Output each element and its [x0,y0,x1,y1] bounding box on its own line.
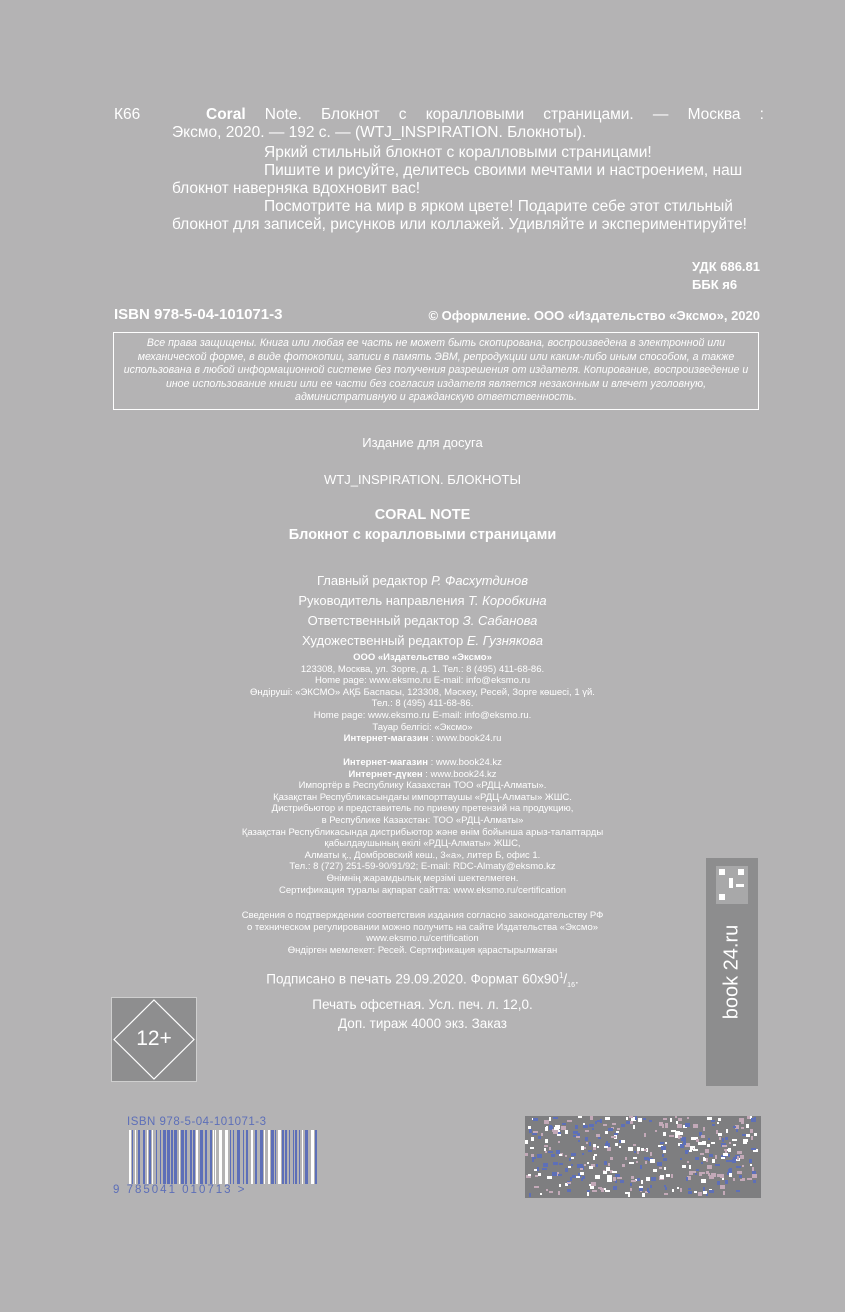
series-name: WTJ_INSPIRATION. БЛОКНОТЫ [324,472,521,487]
classification-codes [692,258,760,294]
kz-line: Сертификация туралы ақпарат сайтта: www.eksmo.ru/certification [278,884,567,896]
catalog-entry [114,106,764,234]
shop-ru-label: Интернет-магазин [343,733,429,745]
print-line1-end: . [574,971,579,987]
print-line2: Печать офсетная. Усл. печ. л. 12,0. [312,997,533,1013]
editor-name: З. Сабанова [462,613,538,628]
copyright: © Оформление. ООО «Издательство «Эксмо», 2020 [428,308,760,323]
marking-code-box [525,1116,761,1198]
print-line3: Доп. тираж 4000 экз. Заказ [338,1016,507,1032]
age-rating-text: 12+ [136,1027,172,1050]
editor-line [0,591,845,611]
udk-code: УДК 686.81 [692,259,760,274]
shop-ru [0,733,845,745]
publisher-name: ООО «Издательство «Эксмо» [353,652,492,663]
editor-name: Т. Коробкина [468,593,547,608]
rights-notice: Все права защищены. Книга или любая ее часть не может быть скопирована, воспроизведена в электронной или механической форме, в виде фотокопии, записи в память ЭВМ, репродукции или каким-либо иным способом, а также использована в любой информационной системе без получения разрешения от издателя. Копирование, воспроизведение и иное использование книги или ее части без согласия издателя является незаконным и влечет уголовную, административную и гражданскую ответственность. [113,332,759,410]
annotation-p1: Яркий стильный блокнот с коралловыми страницами! [264,144,652,161]
editor-role: Ответственный редактор [307,613,463,628]
publisher-line: Тел.: 8 (495) 411-68-86. [371,698,474,710]
shop-kz [0,757,845,769]
cert-line: Сведения о подтверждении соответствия издания согласно законодательству РФ [241,910,604,921]
editor-name: Р. Фасхутдинов [431,573,529,588]
age-rating-box [111,997,197,1082]
annotation-p3: Посмотрите на мир в ярком цвете! Подарите себе этот стильный блокнот для записей, рисунков или коллажей. Удивляйте и экспериментируйте! [172,198,747,233]
cert-line: www.eksmo.ru/certification [366,933,479,945]
editor-line [0,631,845,651]
catalog-title-bold: Coral [206,106,246,123]
publisher-line: Home page: www.eksmo.ru E-mail: info@eksmo.ru. [313,709,532,721]
edition-type: Издание для досуга [362,435,483,450]
kz-line: в Республике Казахстан: ТОО «РДЦ-Алматы» [321,814,524,826]
barcode-digits: 9 785041 010713 > [113,1184,329,1198]
publisher-line: 123308, Москва, ул. Зорге, д. 1. Тел.: 8 (495) 411-68-86. [300,663,545,675]
kz-line: Дистрибьютор и представитель по приему претензий на продукцию, [271,803,574,815]
data-matrix-icon [525,1116,761,1198]
kz-line: Қазақстан Республикасында дистрибьютор және өнім бойынша арыз-талаптарды [241,826,604,838]
editors-list [0,571,845,651]
kz-line: Алматы қ., Домбровский көш., 3«а», литер Б, офис 1. [304,849,541,861]
kz-line: Импортёр в Республику Казахстан ТОО «РДЦ-Алматы». [298,780,547,792]
shop-ru-url: : www.book24.ru [428,733,502,745]
fraction-num: 1 [558,971,564,980]
cert-line: о техническом регулировании можно получить на сайте Издательства «Эксмо» [246,921,599,933]
shop-kz2-url: : www.book24.kz [422,768,497,780]
editor-name: Е. Гузнякова [466,633,543,648]
catalog-code: К66 [114,106,141,123]
annotation-p2: Пишите и рисуйте, делитесь своими мечтами и настроением, наш блокнот наверняка вдохновит вас! [172,162,743,197]
catalog-title-line [114,106,764,124]
isbn-barcode [113,1116,329,1198]
isbn: ISBN 978-5-04-101071-3 [114,306,283,323]
fraction-den: 16 [567,982,575,990]
publisher-line: Өндіруші: «ЭКСМО» АҚБ Баспасы, 123308, Мәскеу, Ресей, Зорге көшесі, 1 үй. [250,686,595,698]
kz-line: Қазақстан Республикасындағы импорттаушы «РДЦ-Алматы» ЖШС. [273,791,572,803]
bbk-code: ББК я6 [692,277,738,292]
book24-logo [706,858,758,1086]
shop-kz-label: Интернет-магазин [343,757,428,768]
kz-line: Тел.: 8 (727) 251-59-90/91/92; E-mail: RDC-Almaty@eksmo.kz [289,861,556,873]
editor-line [0,571,845,591]
shop-kz2-label: Интернет-дүкен [348,768,423,780]
kz-line: Өнімнің жарамдылық мерзімі шектелмеген. [326,872,519,884]
kz-line: қабылдаушының өкілі «РДЦ-Алматы» ЖШС, [324,838,521,850]
print-format: Подписано в печать 29.09.2020. Формат 60x90 [266,971,559,987]
shop-kz-url: : www.book24.kz [427,757,502,768]
editor-role: Художественный редактор [302,633,467,648]
barcode-isbn-text: ISBN 978-5-04-101071-3 [127,1116,327,1130]
publisher-info [0,652,845,745]
catalog-title-rest: Note. Блокнот с коралловыми страницами. — Москва : [245,106,764,123]
book-subtitle: Блокнот с коралловыми страницами [288,527,557,543]
catalog-line2: Эксмо, 2020. — 192 с. — (WTJ_INSPIRATION. Блокноты). [172,124,587,141]
publisher-line: Тауар белгісі: «Эксмо» [372,721,473,733]
publisher-line: Home page: www.eksmo.ru E-mail: info@eksmo.ru [314,675,531,687]
cert-line: Өндірген мемлекет: Ресей. Сертификация қарастырылмаған [287,944,558,956]
editor-line [0,611,845,631]
book24-text: book 24.ru [720,924,743,1020]
print-line1: Подписано в печать 29.09.2020. Формат $60x90^1/_{16}$. [266,971,579,990]
shop-kz2 [0,769,845,781]
qr-code-icon [706,858,758,1086]
editor-role: Главный редактор [316,573,432,588]
book-title: CORAL NOTE [374,507,471,523]
editor-role: Руководитель направления [298,593,469,608]
